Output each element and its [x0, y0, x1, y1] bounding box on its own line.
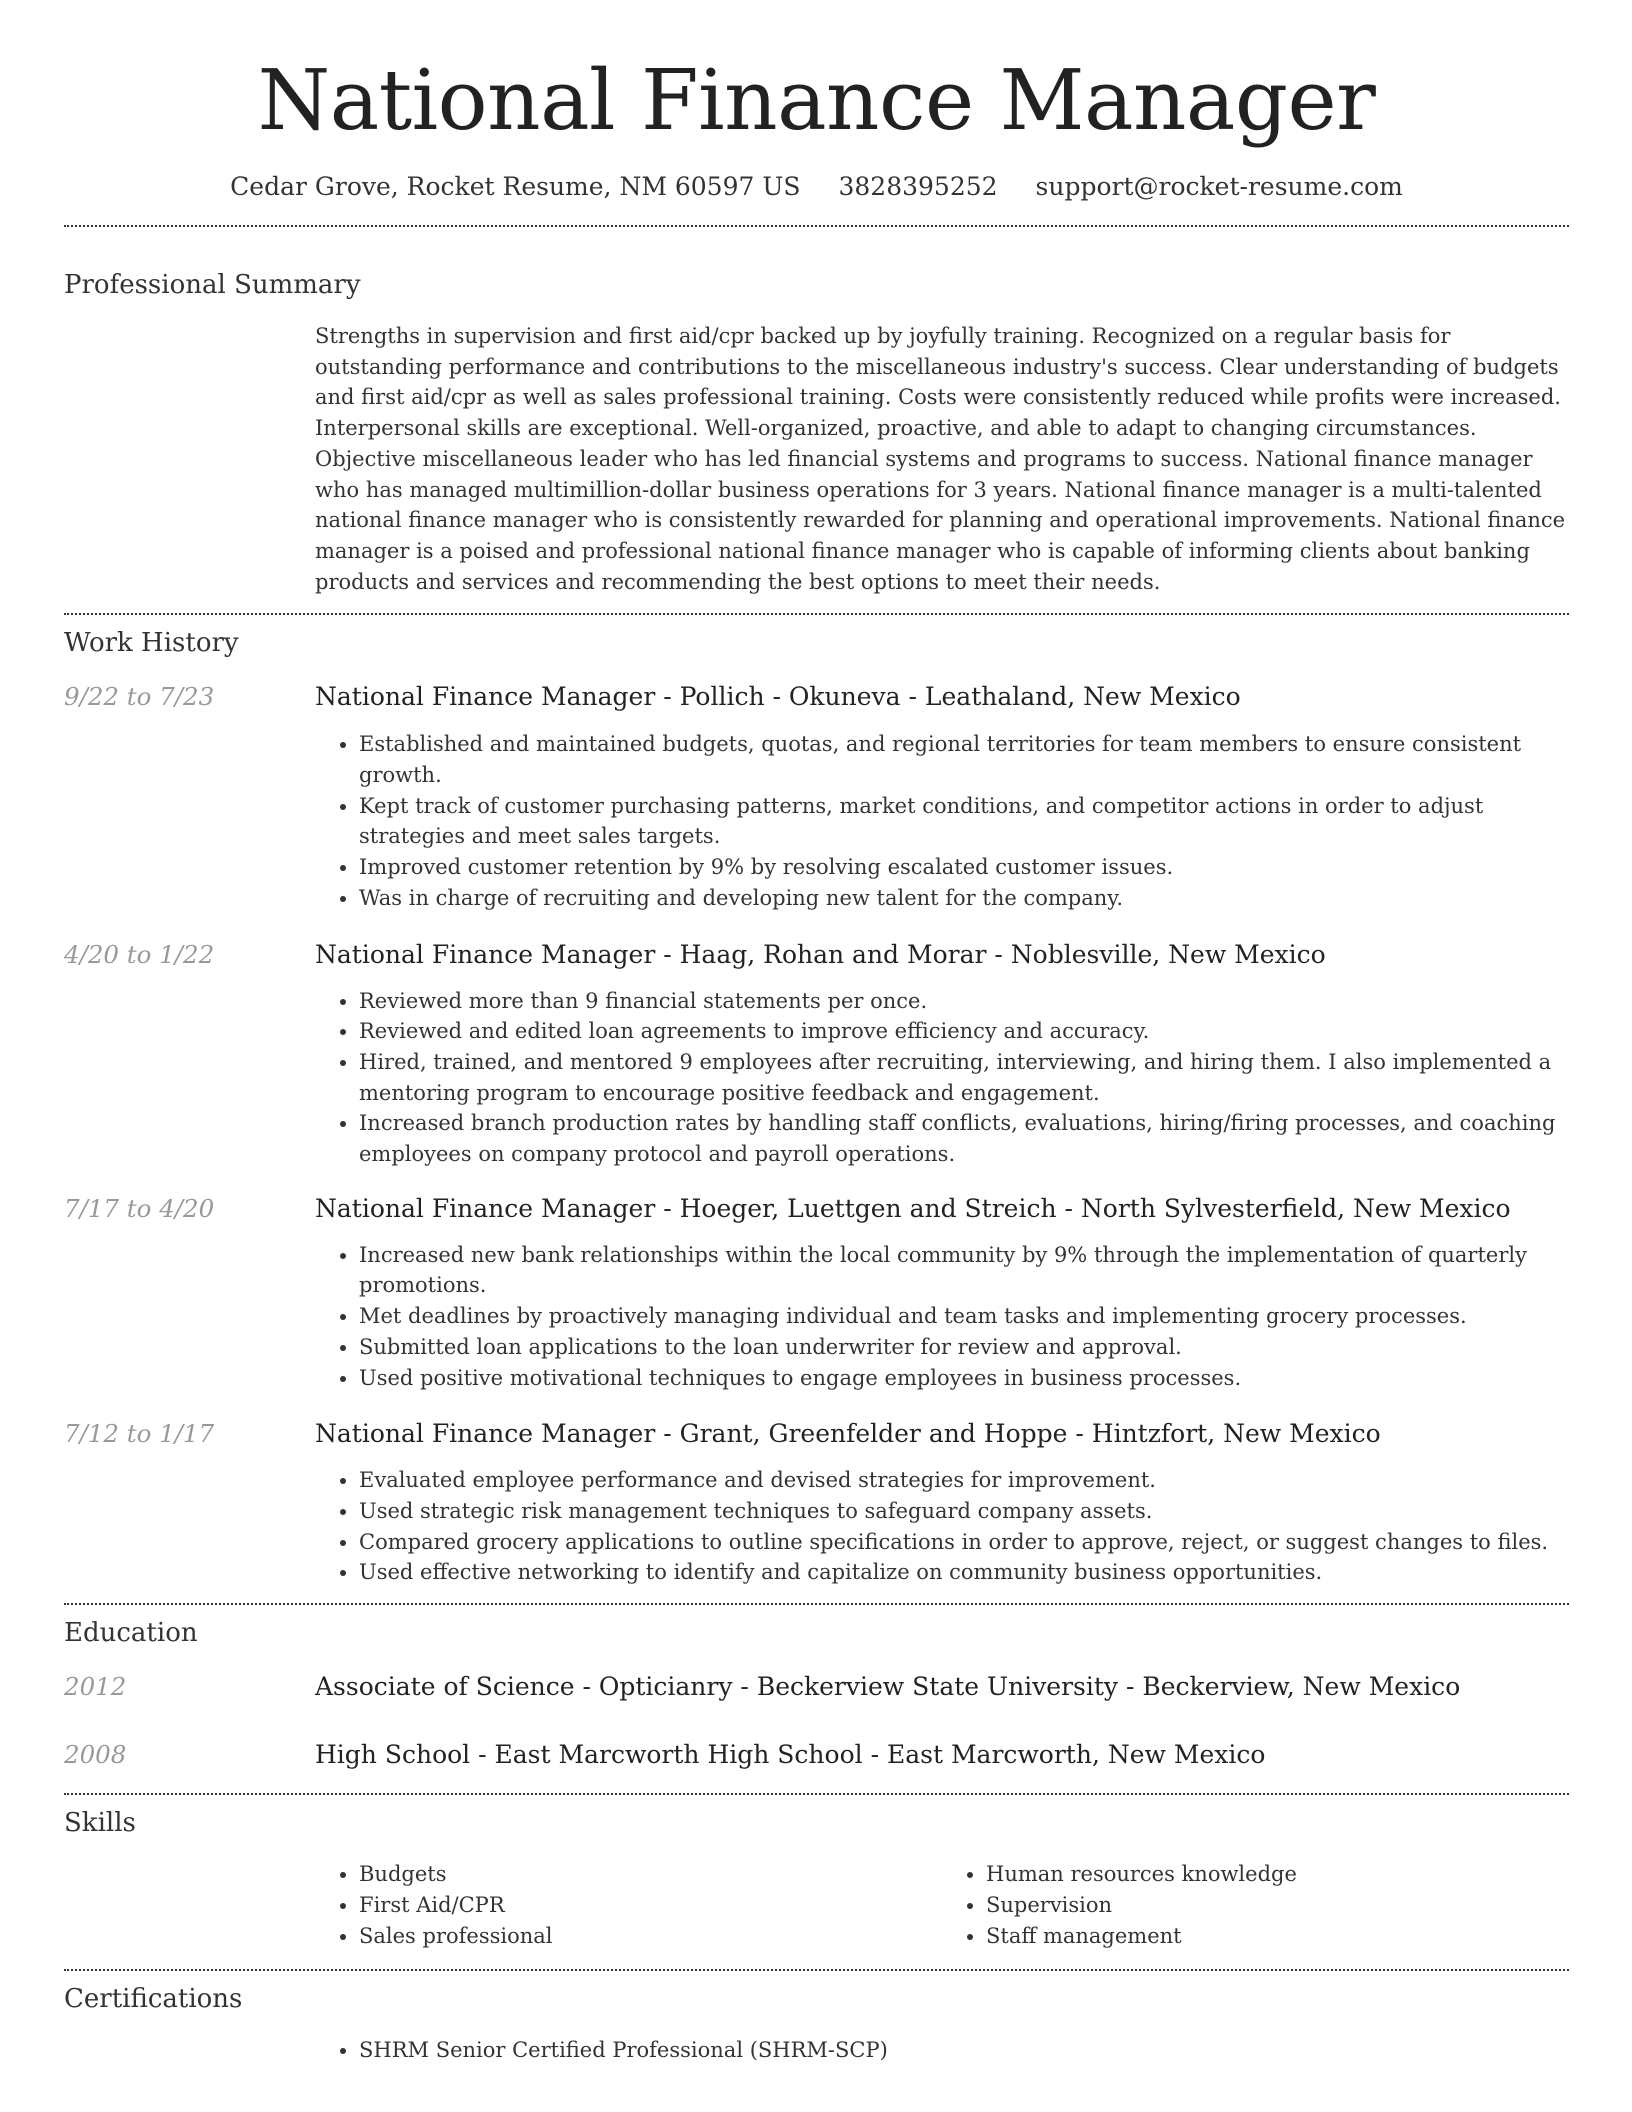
job-duty: • Used positive motivational techniques to engage employees in business processes. — [359, 1363, 1569, 1394]
job-duty: • Submitted loan applications to the loan underwriter for review and approval. — [359, 1332, 1569, 1363]
job-duty: • Compared grocery applications to outline specifications in order to approve, reject, or suggest changes to files. — [359, 1527, 1569, 1558]
education-heading: Education — [64, 1618, 198, 1649]
certification-item: • SHRM Senior Certified Professional (SHRM-SCP) — [359, 2035, 1569, 2066]
certifications-list — [315, 2035, 1569, 2066]
skills-column — [315, 1859, 942, 1951]
education-text: High School - East Marcworth High School - East Marcworth, New Mexico — [315, 1740, 1266, 1770]
skills-column — [942, 1859, 1569, 1951]
summary-text: Strengths in supervision and first aid/cpr backed up by joyfully training. Recognized on a regular basis for outstanding performance and contributions to the miscellaneous industry's success. Clear understanding of budgets and first aid/cpr as well as sales professional training. Costs were consistently reduced while profits were increased. Interpersonal skills are exceptional. Well-organized, proactive, and able to adapt to changing circumstances. Objective miscellaneous leader who has led financial systems and programs to success. National finance manager who has managed multimillion-dollar business operations for 3 years. National finance manager is a multi-talented national finance manager who is consistently rewarded for planning and operational improvements. National finance manager is a poised and professional national finance manager who is capable of informing clients about banking products and services and recommending the best options to meet their needs. — [315, 324, 1566, 594]
email-text: support@rocket-resume.com — [1035, 172, 1403, 201]
skill-item: • Sales professional — [359, 1921, 942, 1952]
address-text: Cedar Grove, Rocket Resume, NM 60597 US — [230, 172, 801, 201]
section-divider — [64, 1969, 1569, 1971]
job-duty: • Evaluated employee performance and devised strategies for improvement. — [359, 1465, 1569, 1496]
job-entry — [64, 1418, 1569, 1588]
job-heading: National Finance Manager - Pollich - Okuneva - Leathaland, New Mexico — [315, 682, 1241, 712]
job-dates: 7/12 to 1/17 — [64, 1419, 215, 1449]
job-duty: • Increased branch production rates by handling staff conflicts, evaluations, hiring/firing processes, and coaching employees on company protocol and payroll operations. — [359, 1108, 1569, 1169]
certifications-heading: Certifications — [64, 1984, 243, 2015]
job-duty: • Met deadlines by proactively managing individual and team tasks and implementing grocery processes. — [359, 1301, 1569, 1332]
job-entry — [64, 681, 1569, 913]
summary-heading: Professional Summary — [64, 270, 361, 300]
section-divider — [64, 225, 1569, 227]
job-duty: • Hired, trained, and mentored 9 employees after recruiting, interviewing, and hiring them. I also implemented a mentoring program to encourage positive feedback and engagement. — [359, 1047, 1569, 1108]
skill-item: • First Aid/CPR — [359, 1890, 942, 1921]
section-divider — [64, 1603, 1569, 1605]
page-title: National Finance Manager — [257, 52, 1376, 149]
job-dates: 7/17 to 4/20 — [64, 1193, 215, 1223]
job-duty: • Was in charge of recruiting and developing new talent for the company. — [359, 883, 1569, 914]
education-entry — [64, 1671, 1569, 1703]
job-heading: National Finance Manager - Haag, Rohan and Morar - Noblesville, New Mexico — [315, 939, 1326, 969]
skill-item: • Budgets — [359, 1859, 942, 1890]
contact-line — [64, 171, 1569, 203]
resume-page — [64, 0, 1569, 2066]
skill-item: • Staff management — [986, 1921, 1569, 1952]
education-year: 2008 — [64, 1740, 127, 1770]
job-duty: • Improved customer retention by 9% by resolving escalated customer issues. — [359, 852, 1569, 883]
job-duty: • Reviewed and edited loan agreements to improve efficiency and accuracy. — [359, 1016, 1569, 1047]
job-duty: • Used strategic risk management techniques to safeguard company assets. — [359, 1496, 1569, 1527]
skill-item: • Supervision — [986, 1890, 1569, 1921]
skills-heading: Skills — [64, 1808, 136, 1839]
job-dates: 9/22 to 7/23 — [64, 682, 215, 712]
job-duties — [315, 1240, 1569, 1394]
education-year: 2012 — [64, 1672, 127, 1702]
job-heading: National Finance Manager - Grant, Greenfelder and Hoppe - Hintzfort, New Mexico — [315, 1419, 1381, 1449]
section-divider — [64, 1793, 1569, 1795]
job-entry — [64, 1193, 1569, 1394]
job-duties — [315, 729, 1569, 913]
education-text: Associate of Science - Opticianry - Beckerview State University - Beckerview, New Mexico — [315, 1672, 1461, 1702]
job-entry — [64, 939, 1569, 1170]
skill-item: • Human resources knowledge — [986, 1859, 1569, 1890]
job-duty: • Reviewed more than 9 financial statements per once. — [359, 986, 1569, 1017]
job-heading: National Finance Manager - Hoeger, Luettgen and Streich - North Sylvesterfield, New Mexico — [315, 1193, 1511, 1223]
skills-list — [315, 1859, 1569, 1951]
job-duty: • Increased new bank relationships within the local community by 9% through the implementation of quarterly promotions. — [359, 1240, 1569, 1301]
education-entry — [64, 1739, 1569, 1771]
phone-text: 3828395252 — [838, 172, 998, 201]
job-dates: 4/20 to 1/22 — [64, 939, 215, 969]
section-divider — [64, 613, 1569, 615]
job-duties — [315, 1465, 1569, 1588]
work-history-heading: Work History — [64, 628, 239, 659]
job-duties — [315, 986, 1569, 1170]
job-duty: • Established and maintained budgets, quotas, and regional territories for team members to ensure consistent growth. — [359, 729, 1569, 790]
job-duty: • Kept track of customer purchasing patterns, market conditions, and competitor actions in order to adjust strategies and meet sales targets. — [359, 791, 1569, 852]
job-duty: • Used effective networking to identify and capitalize on community business opportunities. — [359, 1557, 1569, 1588]
